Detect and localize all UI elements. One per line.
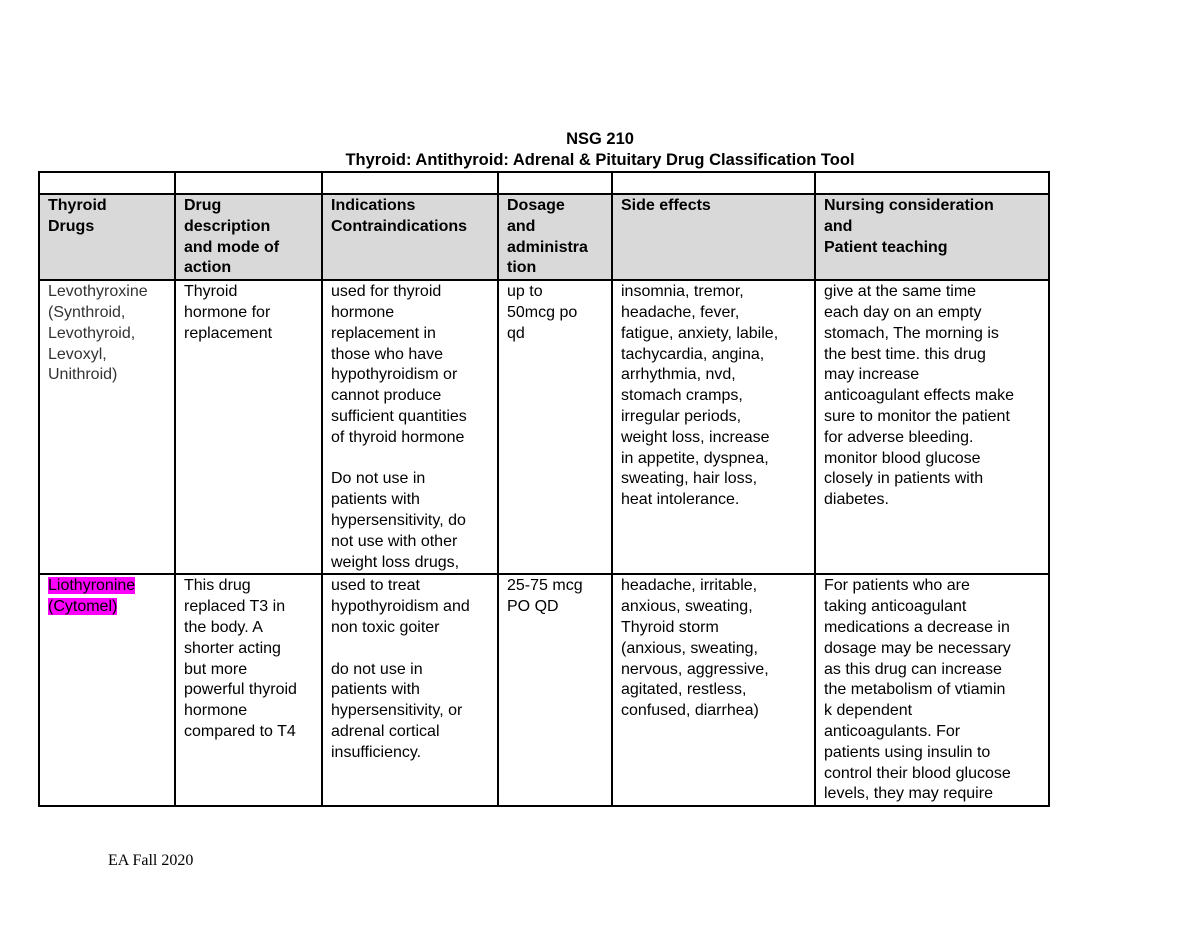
cell-line: for adverse bleeding. bbox=[824, 428, 974, 446]
cell-line: replacement bbox=[184, 324, 273, 342]
cell-line: medications a decrease in bbox=[824, 618, 1010, 636]
cell-line: sure to monitor the patient bbox=[824, 407, 1010, 425]
cell-line: Levothyroxine bbox=[48, 283, 148, 301]
cell-line: replaced T3 in bbox=[184, 598, 286, 616]
cell-line: Levothyroid, bbox=[48, 324, 136, 342]
cell-line: sweating, hair loss, bbox=[621, 470, 758, 488]
cell-line: used to treat bbox=[331, 577, 420, 595]
cell-line: non toxic goiter bbox=[331, 618, 440, 636]
cell-line: replacement in bbox=[331, 324, 436, 342]
table-header-row bbox=[39, 194, 1049, 280]
cell-line: anticoagulants. For bbox=[824, 722, 961, 740]
header-drug-description bbox=[175, 194, 322, 280]
cell-line: PO QD bbox=[507, 598, 559, 616]
cell-line: Nursing consideration bbox=[824, 197, 994, 214]
cell-line bbox=[48, 576, 168, 597]
cell-line: hormone for bbox=[184, 303, 271, 321]
cell-line: dosage may be necessary bbox=[824, 639, 1011, 657]
cell-line: patients with bbox=[331, 491, 420, 509]
cell-line: irregular periods, bbox=[621, 407, 742, 425]
cell-line: fatigue, anxiety, labile, bbox=[621, 324, 779, 342]
header-dosage bbox=[498, 194, 612, 280]
cell-line: weight loss, increase bbox=[621, 428, 770, 446]
cell-line: For patients who are bbox=[824, 577, 970, 595]
side-effects-cell bbox=[612, 574, 815, 806]
blank-cell bbox=[175, 172, 322, 194]
blank-cell bbox=[498, 172, 612, 194]
cell-line: anticoagulant effects make bbox=[824, 387, 1015, 405]
cell-line: the body. A bbox=[184, 618, 263, 636]
footer-note: EA Fall 2020 bbox=[108, 852, 194, 869]
cell-line: stomach, The morning is bbox=[824, 324, 999, 342]
page-title: Thyroid: Antithyroid: Adrenal & Pituitary Drug Classification Tool bbox=[345, 151, 855, 169]
indications-cell bbox=[322, 574, 498, 806]
cell-line: hypersensitivity, or bbox=[331, 702, 463, 720]
cell-line: heat intolerance. bbox=[621, 491, 740, 509]
cell-line: in appetite, dyspnea, bbox=[621, 449, 769, 467]
cell-line: compared to T4 bbox=[184, 722, 296, 740]
cell-line: k dependent bbox=[824, 702, 913, 720]
course-code: NSG 210 bbox=[566, 130, 634, 148]
cell-line: tion bbox=[507, 259, 537, 277]
cell-line: and mode of bbox=[184, 238, 280, 256]
blank-cell bbox=[322, 172, 498, 194]
cell-line: Thyroid bbox=[48, 197, 107, 214]
cell-line: not use with other bbox=[331, 532, 458, 550]
cell-line: Unithroid) bbox=[48, 366, 118, 384]
cell-line: hormone bbox=[184, 702, 248, 720]
nursing-cell bbox=[815, 574, 1049, 806]
cell-line: qd bbox=[507, 324, 525, 342]
cell-line: closely in patients with bbox=[824, 470, 984, 488]
blank-cell bbox=[612, 172, 815, 194]
cell-line: sufficient quantities bbox=[331, 407, 467, 425]
cell-line bbox=[331, 639, 491, 660]
cell-line: Levoxyl, bbox=[48, 345, 107, 363]
cell-line: monitor blood glucose bbox=[824, 449, 981, 467]
table-row-levothyroxine bbox=[39, 280, 1049, 574]
nursing-cell bbox=[815, 280, 1049, 574]
cell-line: confused, diarrhea) bbox=[621, 702, 759, 720]
header-nursing-consideration bbox=[815, 194, 1049, 280]
indications-cell bbox=[322, 280, 498, 574]
cell-line: cannot produce bbox=[331, 387, 442, 405]
cell-line: description bbox=[184, 217, 271, 235]
cell-line: up to bbox=[507, 283, 543, 301]
cell-line: hypersensitivity, do bbox=[331, 511, 466, 529]
dosage-cell bbox=[498, 574, 612, 806]
cell-line: diabetes. bbox=[824, 491, 889, 509]
cell-line: action bbox=[184, 259, 232, 277]
cell-line: (anxious, sweating, bbox=[621, 639, 758, 657]
cell-line: give at the same time bbox=[824, 283, 977, 301]
cell-line: administra bbox=[507, 238, 588, 256]
cell-line: each day on an empty bbox=[824, 303, 982, 321]
header-thyroid-drugs bbox=[39, 194, 175, 280]
cell-line: 50mcg po bbox=[507, 303, 578, 321]
cell-line: Thyroid storm bbox=[621, 618, 719, 636]
cell-line: (Synthroid, bbox=[48, 303, 126, 321]
description-cell bbox=[175, 280, 322, 574]
blank-cell bbox=[815, 172, 1049, 194]
cell-line: agitated, restless, bbox=[621, 681, 747, 699]
cell-line: tachycardia, angina, bbox=[621, 345, 765, 363]
cell-line: This drug bbox=[184, 577, 251, 595]
header-indications bbox=[322, 194, 498, 280]
cell-line: hormone bbox=[331, 303, 395, 321]
cell-line: levels, they may require bbox=[824, 785, 993, 803]
cell-line: Indications bbox=[331, 197, 416, 214]
cell-line: arrhythmia, nvd, bbox=[621, 366, 736, 384]
cell-line: used for thyroid bbox=[331, 283, 442, 301]
cell-line: may increase bbox=[824, 366, 920, 384]
document-title-block bbox=[0, 129, 1200, 171]
cell-line: but more bbox=[184, 660, 248, 678]
cell-line: adrenal cortical bbox=[331, 722, 440, 740]
cell-line: do not use in bbox=[331, 660, 423, 678]
blank-spacer-row bbox=[39, 172, 1049, 194]
cell-line: anxious, sweating, bbox=[621, 598, 753, 616]
cell-line: 25-75 mcg bbox=[507, 577, 583, 595]
table-row-liothyronine bbox=[39, 574, 1049, 806]
cell-line bbox=[331, 449, 491, 470]
cell-line: insufficiency. bbox=[331, 743, 422, 761]
highlighted-text: (Cytomel) bbox=[48, 598, 118, 616]
cell-line: weight loss drugs, bbox=[331, 553, 460, 571]
drug-name-cell bbox=[39, 280, 175, 574]
cell-line: nervous, aggressive, bbox=[621, 660, 769, 678]
cell-line: of thyroid hormone bbox=[331, 428, 465, 446]
cell-line: control their blood glucose bbox=[824, 764, 1011, 782]
cell-line: the best time. this drug bbox=[824, 345, 986, 363]
cell-line bbox=[48, 597, 168, 618]
cell-line: insomnia, tremor, bbox=[621, 283, 744, 301]
cell-line: and bbox=[824, 217, 853, 235]
cell-line: headache, fever, bbox=[621, 303, 740, 321]
cell-line: hypothyroidism or bbox=[331, 366, 458, 384]
cell-line: Side effects bbox=[621, 197, 711, 214]
drug-name-cell-highlighted bbox=[39, 574, 175, 806]
cell-line: shorter acting bbox=[184, 639, 281, 657]
cell-line: patients with bbox=[331, 681, 420, 699]
drug-classification-table bbox=[38, 171, 1050, 807]
cell-line: those who have bbox=[331, 345, 444, 363]
cell-line: hypothyroidism and bbox=[331, 598, 470, 616]
cell-line: Patient teaching bbox=[824, 238, 948, 256]
dosage-cell bbox=[498, 280, 612, 574]
cell-line: Dosage bbox=[507, 197, 565, 214]
cell-line: the metabolism of vtiamin bbox=[824, 681, 1006, 699]
cell-line: patients using insulin to bbox=[824, 743, 991, 761]
cell-line: Drugs bbox=[48, 217, 95, 235]
cell-line: stomach cramps, bbox=[621, 387, 743, 405]
cell-line: as this drug can increase bbox=[824, 660, 1002, 678]
cell-line: powerful thyroid bbox=[184, 681, 297, 699]
cell-line: Drug bbox=[184, 197, 222, 214]
cell-line: Do not use in bbox=[331, 470, 426, 488]
cell-line: taking anticoagulant bbox=[824, 598, 967, 616]
description-cell bbox=[175, 574, 322, 806]
cell-line: Thyroid bbox=[184, 283, 238, 301]
cell-line: Contraindications bbox=[331, 217, 468, 235]
cell-line: and bbox=[507, 217, 536, 235]
highlighted-text: Liothyronine bbox=[48, 577, 136, 595]
cell-line: headache, irritable, bbox=[621, 577, 758, 595]
header-side-effects bbox=[612, 194, 815, 280]
blank-cell bbox=[39, 172, 175, 194]
side-effects-cell bbox=[612, 280, 815, 574]
